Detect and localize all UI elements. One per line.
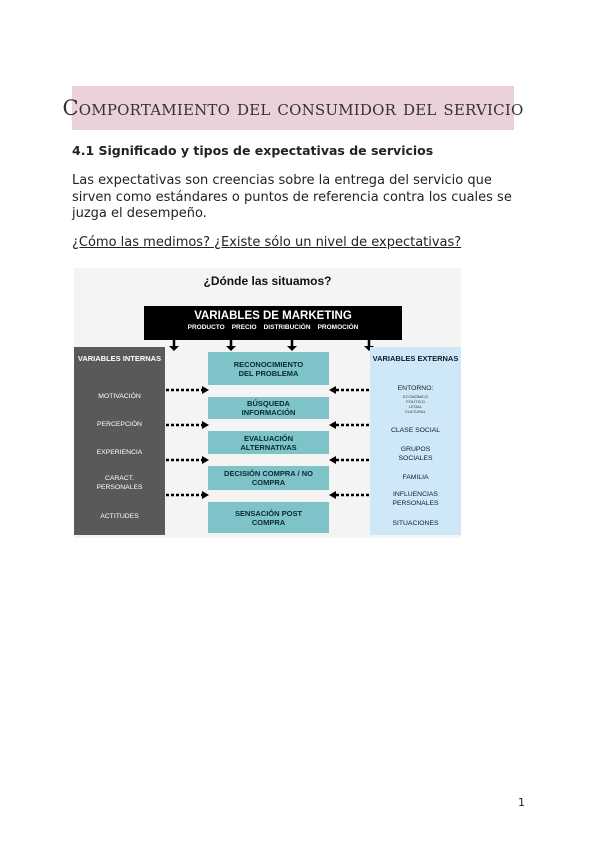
internal-variable-item: ACTITUDES: [100, 513, 139, 520]
external-variables-header: VARIABLES EXTERNAS: [372, 354, 459, 363]
external-variable-item: FAMILIA: [402, 474, 429, 481]
intro-paragraph: Las expectativas son creencias sobre la entrega del servicio que sirven como estándares o puntos de referencia contra los cuales se juzga el desempeño.: [72, 173, 512, 221]
marketing-item: PROMOCIÓN: [317, 324, 359, 331]
page-title: Comportamiento del consumidor del servicio: [62, 96, 524, 120]
entorno-sub: POLÍTICO: [406, 398, 425, 404]
diagram-title: ¿Dónde las situamos?: [203, 274, 332, 288]
marketing-item: PRECIO: [231, 324, 257, 331]
section-heading: 4.1 Significado y tipos de expectativas de servicios: [72, 143, 434, 158]
horizontal-arrows: [74, 268, 461, 538]
internal-variable-item: PERCEPCIÓN: [97, 421, 142, 428]
entorno-sub: ECONÓMICO: [402, 393, 429, 399]
marketing-item: DISTRIBUCIÓN: [263, 324, 311, 331]
process-step-label: RECONOCIMIENTO DEL PROBLEMA: [233, 359, 304, 378]
external-variable-item: CLASE SOCIAL: [390, 427, 441, 434]
process-step-label: SENSACIÓN POST COMPRA: [234, 508, 303, 527]
entorno-label: ENTORNO:: [397, 385, 434, 392]
marketing-item: PRODUCTO: [187, 324, 225, 331]
internal-variable-item: EXPERIENCIA: [96, 449, 143, 456]
internal-variable-item: CARACT. PERSONALES: [96, 475, 143, 491]
process-step-label: DECISIÓN COMPRA / NO COMPRA: [224, 469, 313, 487]
internal-variables-header: VARIABLES INTERNAS: [77, 354, 162, 363]
title-band: [62, 86, 524, 130]
entorno-sub: LEGAL: [409, 403, 422, 409]
external-variable-item: GRUPOS SOCIALES: [398, 446, 433, 462]
external-variable-item: SITUACIONES: [392, 520, 439, 527]
marketing-title: VARIABLES DE MARKETING: [194, 310, 352, 322]
question-line: ¿Cómo las medimos? ¿Existe sólo un nivel de expectativas?: [72, 235, 462, 250]
external-variable-item: INFLUENCIAS PERSONALES: [392, 491, 439, 507]
process-step-label: BÚSQUEDA INFORMACIÓN: [241, 399, 296, 417]
entorno-sub: CULTURAL: [405, 408, 426, 414]
internal-variable-item: MOTIVACIÓN: [98, 393, 141, 400]
page-number: 1: [518, 796, 525, 809]
consumer-behavior-diagram: [74, 268, 461, 538]
process-step-label: EVALUACIÓN ALTERNATIVAS: [240, 433, 297, 452]
